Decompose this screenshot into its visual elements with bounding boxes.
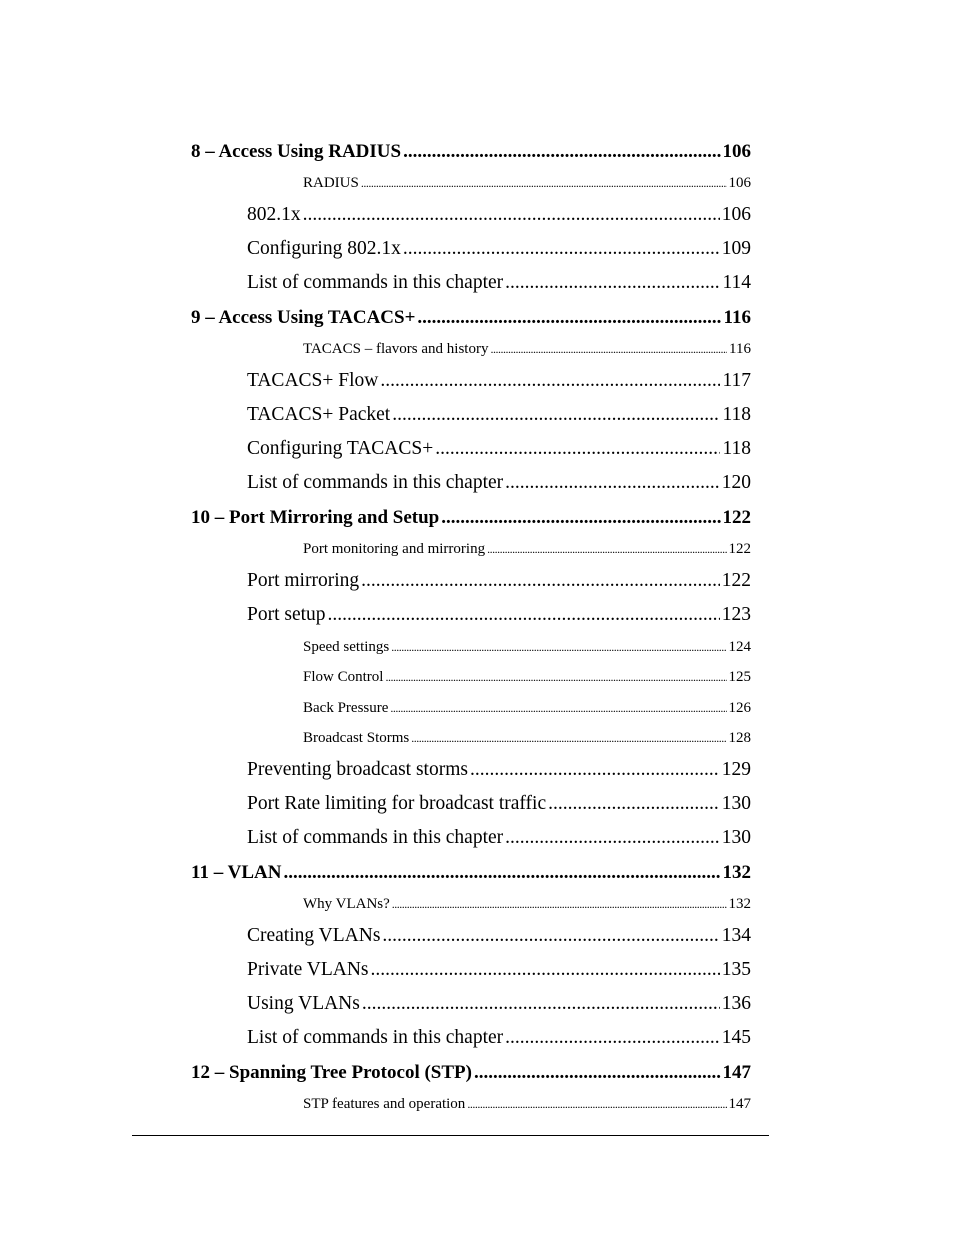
toc-entry[interactable] — [303, 639, 751, 657]
dot-leader — [505, 827, 720, 849]
toc-entry[interactable] — [247, 370, 751, 394]
toc-entry[interactable] — [303, 700, 751, 718]
toc-entry[interactable] — [191, 1062, 751, 1086]
toc-entry-page: 122 — [722, 507, 751, 528]
toc-entry-page: 122 — [721, 570, 751, 591]
toc-entry-title: Creating VLANs — [247, 925, 381, 946]
dot-leader — [403, 141, 720, 163]
toc-entry[interactable] — [303, 730, 751, 748]
dot-leader — [487, 541, 726, 558]
dot-leader — [470, 759, 720, 781]
toc-entry[interactable] — [303, 896, 751, 914]
toc-entry-title: Speed settings — [303, 639, 390, 655]
dot-leader — [380, 370, 720, 392]
toc-entry[interactable] — [191, 507, 751, 531]
toc-entry-page: 147 — [728, 1096, 751, 1112]
toc-entry[interactable] — [191, 307, 751, 331]
dot-leader — [505, 272, 720, 294]
dot-leader — [371, 959, 720, 981]
dot-leader — [328, 604, 720, 626]
toc-entry-title: Back Pressure — [303, 700, 389, 716]
toc-entry-title: Port mirroring — [247, 570, 360, 591]
dot-leader — [303, 204, 720, 226]
toc-entry[interactable] — [191, 141, 751, 165]
toc-entry-title: TACACS+ Packet — [247, 404, 391, 425]
toc-entry-title: Port setup — [247, 604, 326, 625]
toc-entry-page: 123 — [721, 604, 751, 625]
dot-leader — [411, 730, 726, 747]
dot-leader — [505, 1027, 720, 1049]
dot-leader — [283, 862, 720, 884]
dot-leader — [392, 896, 727, 913]
toc-entry-title: Broadcast Storms — [303, 730, 410, 746]
toc-entry-page: 132 — [728, 896, 751, 912]
toc-entry-title: Configuring TACACS+ — [247, 438, 434, 459]
toc-entry[interactable] — [303, 669, 751, 687]
toc-entry-title: Configuring 802.1x — [247, 238, 401, 259]
toc-entry-title: 802.1x — [247, 204, 301, 225]
dot-leader — [474, 1062, 721, 1084]
toc-entry-page: 129 — [721, 759, 751, 780]
toc-entry-page: 134 — [721, 925, 751, 946]
dot-leader — [382, 925, 719, 947]
toc-entry[interactable] — [247, 959, 751, 983]
dot-leader — [361, 175, 727, 192]
toc-entry[interactable] — [303, 341, 751, 359]
dot-leader — [390, 700, 726, 717]
dot-leader — [362, 993, 720, 1015]
toc-entry-page: 136 — [721, 993, 751, 1014]
dot-leader — [441, 507, 720, 529]
toc-entry-page: 125 — [728, 669, 751, 685]
toc-entry-page: 147 — [722, 1062, 751, 1083]
toc-entry-page: 128 — [728, 730, 751, 746]
toc-entry-page: 130 — [721, 793, 751, 814]
toc-entry-title: 11 – VLAN — [191, 862, 282, 883]
dot-leader — [403, 238, 720, 260]
toc-entry[interactable] — [247, 759, 751, 783]
toc-entry[interactable] — [247, 438, 751, 462]
dot-leader — [385, 669, 726, 686]
toc-entry-title: Port monitoring and mirroring — [303, 541, 486, 557]
toc-entry[interactable] — [247, 570, 751, 594]
toc-entry-title: Private VLANs — [247, 959, 369, 980]
footer-divider — [132, 1135, 769, 1136]
toc-entry-title: 8 – Access Using RADIUS — [191, 141, 402, 162]
toc-entry-page: 120 — [721, 472, 751, 493]
toc-entry[interactable] — [303, 175, 751, 193]
toc-entry-page: 135 — [721, 959, 751, 980]
dot-leader — [392, 404, 720, 426]
toc-entry-title: Using VLANs — [247, 993, 360, 1014]
toc-entry-title: List of commands in this chapter — [247, 1027, 504, 1048]
toc-entry[interactable] — [303, 541, 751, 559]
toc-entry[interactable] — [303, 1096, 751, 1114]
toc-entry-page: 114 — [722, 272, 751, 293]
toc-entry-page: 130 — [721, 827, 751, 848]
toc-entry-page: 117 — [722, 370, 751, 391]
toc-entry-title: TACACS+ Flow — [247, 370, 379, 391]
toc-entry-title: List of commands in this chapter — [247, 272, 504, 293]
toc-entry-title: 12 – Spanning Tree Protocol (STP) — [191, 1062, 472, 1083]
toc-entry[interactable] — [247, 993, 751, 1017]
toc-entry-page: 116 — [723, 307, 751, 328]
dot-leader — [490, 341, 727, 358]
toc-entry-page: 106 — [722, 141, 751, 162]
toc-entry[interactable] — [191, 862, 751, 886]
toc-entry-page: 109 — [721, 238, 751, 259]
toc-entry[interactable] — [247, 827, 751, 851]
toc-entry-page: 116 — [729, 341, 751, 357]
dot-leader — [505, 472, 720, 494]
toc-entry[interactable] — [247, 238, 751, 262]
toc-entry[interactable] — [247, 272, 751, 296]
toc-entry-title: 10 – Port Mirroring and Setup — [191, 507, 440, 528]
dot-leader — [467, 1096, 726, 1113]
toc-entry-title: TACACS – flavors and history — [303, 341, 489, 357]
toc-entry[interactable] — [247, 1027, 751, 1051]
toc-entry[interactable] — [247, 925, 751, 949]
dot-leader — [435, 438, 720, 460]
toc-entry-title: RADIUS — [303, 175, 359, 191]
toc-entry[interactable] — [247, 472, 751, 496]
toc-entry-page: 106 — [728, 175, 751, 191]
toc-entry-title: Preventing broadcast storms — [247, 759, 468, 780]
toc-entry-title: Port Rate limiting for broadcast traffic — [247, 793, 547, 814]
toc-entry-page: 122 — [728, 541, 751, 557]
dot-leader — [417, 307, 721, 329]
toc-entry-title: List of commands in this chapter — [247, 472, 504, 493]
dot-leader — [548, 793, 720, 815]
toc-entry[interactable] — [247, 404, 751, 428]
toc-entry[interactable] — [247, 204, 751, 228]
toc-entry-page: 132 — [722, 862, 751, 883]
toc-entry-page: 124 — [728, 639, 751, 655]
dot-leader — [391, 639, 726, 656]
toc-entry-title: Flow Control — [303, 669, 384, 685]
toc-entry-page: 118 — [722, 404, 751, 425]
toc-entry-title: List of commands in this chapter — [247, 827, 504, 848]
toc-entry-title: Why VLANs? — [303, 896, 390, 912]
dot-leader — [361, 570, 720, 592]
toc-entry-page: 106 — [721, 204, 751, 225]
toc-entry-page: 126 — [728, 700, 751, 716]
toc-entry-page: 118 — [722, 438, 751, 459]
toc-entry[interactable] — [247, 793, 751, 817]
toc-entry[interactable] — [247, 604, 751, 628]
toc-entry-title: 9 – Access Using TACACS+ — [191, 307, 416, 328]
toc-entry-page: 145 — [721, 1027, 751, 1048]
toc-entry-title: STP features and operation — [303, 1096, 466, 1112]
